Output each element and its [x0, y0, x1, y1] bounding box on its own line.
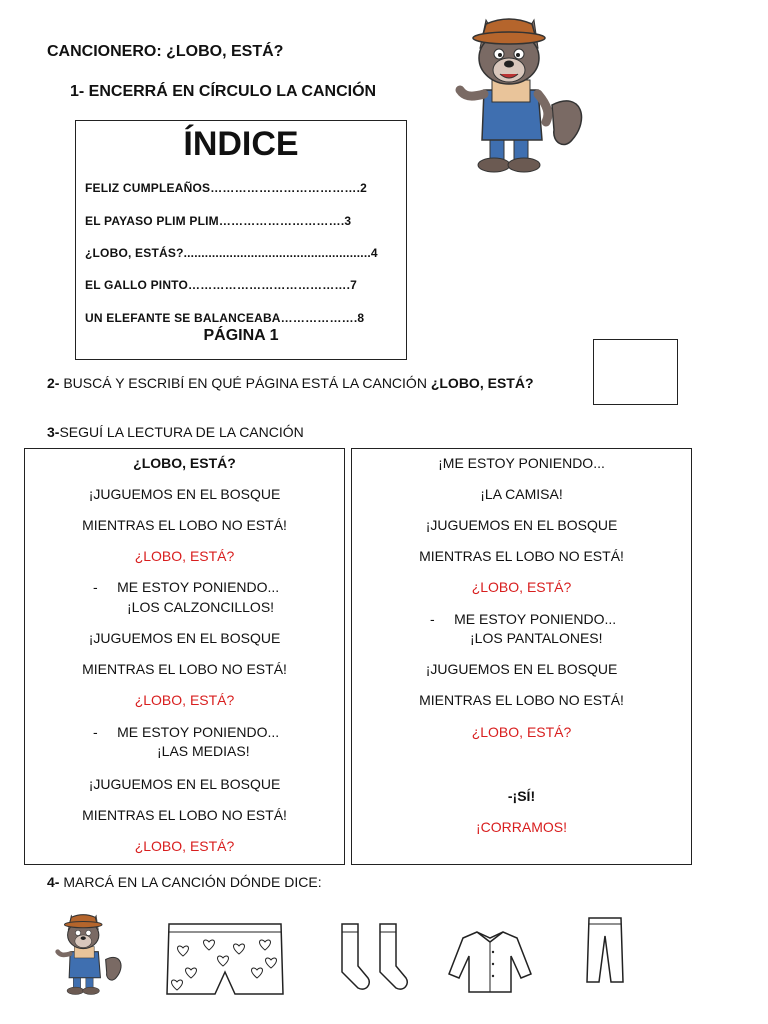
song-line[interactable]: ¡JUGUEMOS EN EL BOSQUE	[425, 517, 618, 533]
song-column-left	[24, 448, 345, 865]
index-row[interactable]: FELIZ CUMPLEAÑOS……………………………….2	[85, 181, 368, 195]
index-row[interactable]: EL GALLO PINTO………………………………….7	[85, 278, 358, 292]
song-line[interactable]: ¡ME ESTOY PONIENDO...	[438, 455, 605, 471]
song-line[interactable]: MIENTRAS EL LOBO NO ESTÁ!	[82, 661, 287, 677]
song-line[interactable]: ¡LAS MEDIAS!	[157, 743, 250, 759]
song-line[interactable]: ¡JUGUEMOS EN EL BOSQUE	[88, 776, 281, 792]
index-row[interactable]: UN ELEFANTE SE BALANCEABA……………….8	[85, 311, 365, 325]
socks-icon[interactable]	[334, 920, 426, 994]
song-line[interactable]: ¿LOBO, ESTÁ?	[134, 548, 235, 564]
instruction-number: 2-	[47, 375, 60, 391]
song-line[interactable]: ¡CORRAMOS!	[476, 819, 567, 835]
song-line[interactable]: ¡JUGUEMOS EN EL BOSQUE	[88, 630, 281, 646]
instruction-2	[47, 375, 534, 391]
song-line[interactable]: - ME ESTOY PONIENDO...	[430, 611, 617, 627]
instruction-1: 1- ENCERRÁ EN CÍRCULO LA CANCIÓN	[70, 83, 377, 100]
song-line[interactable]: MIENTRAS EL LOBO NO ESTÁ!	[419, 692, 624, 708]
song-line[interactable]: -¡SÍ!	[507, 788, 536, 804]
song-line[interactable]: ¿LOBO, ESTÁ?	[133, 455, 236, 471]
index-row[interactable]: ¿LOBO, ESTÁS?.....................................................4	[85, 246, 378, 260]
index-row[interactable]: EL PAYASO PLIM PLIM………………………….3	[85, 214, 352, 228]
song-line[interactable]: ¿LOBO, ESTÁ?	[471, 724, 572, 740]
instruction-text: BUSCÁ Y ESCRIBÍ EN QUÉ PÁGINA ESTÁ LA CANCIÓN	[59, 375, 431, 391]
song-line[interactable]: ¡LOS CALZONCILLOS!	[127, 599, 275, 615]
song-column-right	[351, 448, 692, 865]
index-page-label: PÁGINA 1	[203, 327, 279, 344]
instruction-song: ¿LOBO, ESTÁ?	[430, 375, 534, 391]
song-line[interactable]: MIENTRAS EL LOBO NO ESTÁ!	[419, 548, 624, 564]
song-index	[75, 120, 407, 360]
song-line[interactable]: ¿LOBO, ESTÁ?	[471, 579, 572, 595]
song-line[interactable]: MIENTRAS EL LOBO NO ESTÁ!	[82, 517, 287, 533]
instruction-text: MARCÁ EN LA CANCIÓN DÓNDE DICE:	[59, 874, 322, 890]
instruction-number: 3-	[47, 424, 60, 440]
answer-box[interactable]	[593, 339, 678, 405]
song-line[interactable]: - ME ESTOY PONIENDO...	[93, 724, 280, 740]
wolf-icon[interactable]	[52, 910, 128, 996]
trousers-icon[interactable]	[583, 916, 627, 986]
underpants-icon[interactable]	[165, 920, 285, 996]
song-line[interactable]: ¡JUGUEMOS EN EL BOSQUE	[88, 486, 281, 502]
song-line[interactable]: ¡LA CAMISA!	[480, 486, 563, 502]
wolf-illustration	[452, 10, 592, 175]
shirt-icon[interactable]	[447, 928, 533, 994]
song-line[interactable]: ¡JUGUEMOS EN EL BOSQUE	[425, 661, 618, 677]
index-heading: ÍNDICE	[183, 125, 299, 163]
instruction-number: 4-	[47, 874, 60, 890]
song-line[interactable]: ¿LOBO, ESTÁ?	[134, 692, 235, 708]
song-line[interactable]: MIENTRAS EL LOBO NO ESTÁ!	[82, 807, 287, 823]
instruction-text: SEGUÍ LA LECTURA DE LA CANCIÓN	[59, 424, 304, 440]
song-line[interactable]: ¿LOBO, ESTÁ?	[134, 838, 235, 854]
song-line[interactable]: ¡LOS PANTALONES!	[470, 630, 603, 646]
instruction-4	[47, 874, 322, 890]
worksheet-title: CANCIONERO: ¿LOBO, ESTÁ?	[47, 43, 284, 60]
instruction-3	[47, 424, 304, 440]
song-line[interactable]: - ME ESTOY PONIENDO...	[93, 579, 280, 595]
